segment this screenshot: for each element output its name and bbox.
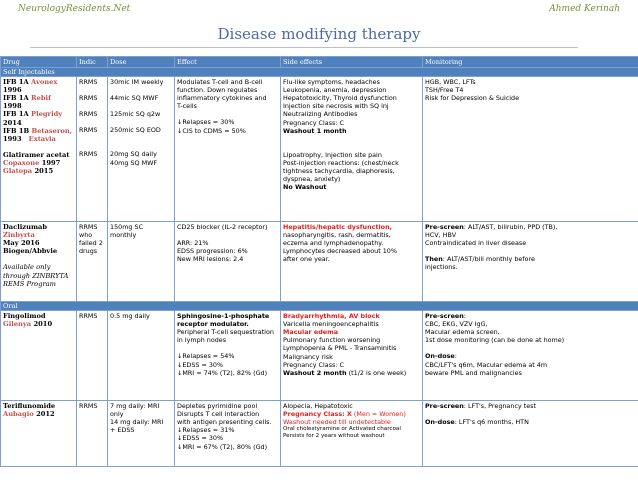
section-row-injectables	[1, 68, 638, 77]
side-effects-cell: Hepatitis/hepatic dysfunction, nasopharyngitis, rash, dermatitis, eczema and lymphadenopathy. Lymphocytes decreased about 10% after one year.	[281, 222, 423, 302]
dose-cell: 7 mg daily: MRI only 14 mg daily: MRI + EDSS	[108, 401, 175, 467]
column-header-drug: Drug	[1, 57, 77, 68]
table-row	[1, 401, 638, 467]
dose-cell: 150mg SC monthly	[108, 222, 175, 302]
drug-cell: IFB 1A Avonex 1996 IFB 1A Rebif 1998 IFB 1A Plegridy 2014 IFB 1B Betaseron, 1993 Extavia Glatiramer acetat Copaxone 1997 Glatopa 2015	[1, 77, 77, 222]
drug-cell: Daclizumab Zinbyrta May 2016 Biogen/Abbvie Available only through ZINBRYTA REMS Program	[1, 222, 77, 302]
table-row	[1, 311, 638, 401]
column-header-effect: Effect	[175, 57, 281, 68]
section-label: Oral	[1, 302, 638, 311]
monitoring-cell: Pre-screen: ALT/AST, bilirubin, PPD (TB), HCV, HBV Contraindicated in liver disease Then: ALT/AST/bili monthly before injections.	[423, 222, 638, 302]
dose-cell: 30mic IM weekly 44mic SQ MWF 125mic SQ q2w 250mic SQ EOD 20mg SQ daily 40mg SQ MWF	[108, 77, 175, 222]
monitoring-cell: Pre-screen: CBC, EKG, VZV IgG, Macular edema screen, 1st dose monitoring (can be done at home) On-dose: CBC/LFT's q6m, Macular edema at 4m beware PML and malignancies	[423, 311, 638, 401]
table-header-row	[1, 57, 638, 68]
table-row	[1, 222, 638, 302]
column-header-dose: Dose	[108, 57, 175, 68]
indic-cell: RRMS RRMS RRMS RRMS RRMS	[77, 77, 108, 222]
section-row-oral	[1, 302, 638, 311]
effect-cell: CD25 blocker (IL-2 receptor) ARR: 21% EDSS progression: 6% New MRI lesions: 2.4	[175, 222, 281, 302]
drug-cell: Fingolimod Gilenya 2010	[1, 311, 77, 401]
author-name: Ahmed Kerinah	[549, 4, 620, 14]
page-title: Disease modifying therapy	[217, 25, 421, 43]
side-effects-cell: Flu-like symptoms, headaches Leukopenia, anemia, depression Hepatotoxicity, Thyroid dysfunction Injection site necrosis with SQ inj Neutralizing Antibodies Pregnancy Class: C Washout 1 month Lipoatrophy, Injection site pain Post-injection reactions: (chest/neck tightness tachycardia, diaphoresis, dyspnea, anxiety) No Washout	[281, 77, 423, 222]
table-row	[1, 77, 638, 222]
therapy-table	[0, 56, 638, 467]
effect-cell: Sphingosine-1-phosphate receptor modulator. Peripheral T-cell sequestration in lymph nodes ↓Relapses = 54% ↓EDSS = 30% ↓MRI = 74% (T2), 82% (Gd)	[175, 311, 281, 401]
indic-cell: RRMS	[77, 401, 108, 467]
effect-cell: Depletes pyrimidine pool Disrupts T cell interaction with antigen presenting cells. ↓Relapses = 31% ↓EDSS = 30% ↓MRI = 67% (T2), 80% (Gd)	[175, 401, 281, 467]
monitoring-cell: HGB, WBC, LFTs TSH/Free T4 Risk for Depression & Suicide	[423, 77, 638, 222]
indic-cell: RRMS	[77, 311, 108, 401]
drug-cell: Teriflunomide Aubagio 2012	[1, 401, 77, 467]
indic-cell: RRMS who failed 2 drugs	[77, 222, 108, 302]
side-effects-cell: Alopecia, Hepatotoxic Pregnancy Class: X (Men = Women) Washout needed till undetectable Oral cholestyramine or Activated charcoal Persists for 2 years without washout	[281, 401, 423, 467]
title-divider	[30, 47, 578, 48]
side-effects-cell: Bradyarrhythmia, AV block Varicella meningoencephalitis Macular edema Pulmonary function worsening Lymphopenia & PML - Transaminitis Malignancy risk Pregnancy Class: C Washout 2 month (t1/2 is one week)	[281, 311, 423, 401]
site-name: NeurologyResidents.Net	[18, 4, 131, 14]
column-header-side-effects: Side effects	[281, 57, 423, 68]
monitoring-cell: Pre-screen: LFT's, Pregnancy test On-dose: LFT's q6 months, HTN	[423, 401, 638, 467]
column-header-indic: Indic	[77, 57, 108, 68]
column-header-monitoring: Monitoring	[423, 57, 638, 68]
effect-cell: Modulates T-cell and B-cell function. Down regulates inflammatory cytokines and T-cells ↓Relapses = 30% ↓CIS to CDMS = 50%	[175, 77, 281, 222]
dose-cell: 0.5 mg daily	[108, 311, 175, 401]
section-label: Self Injectables	[1, 68, 638, 77]
